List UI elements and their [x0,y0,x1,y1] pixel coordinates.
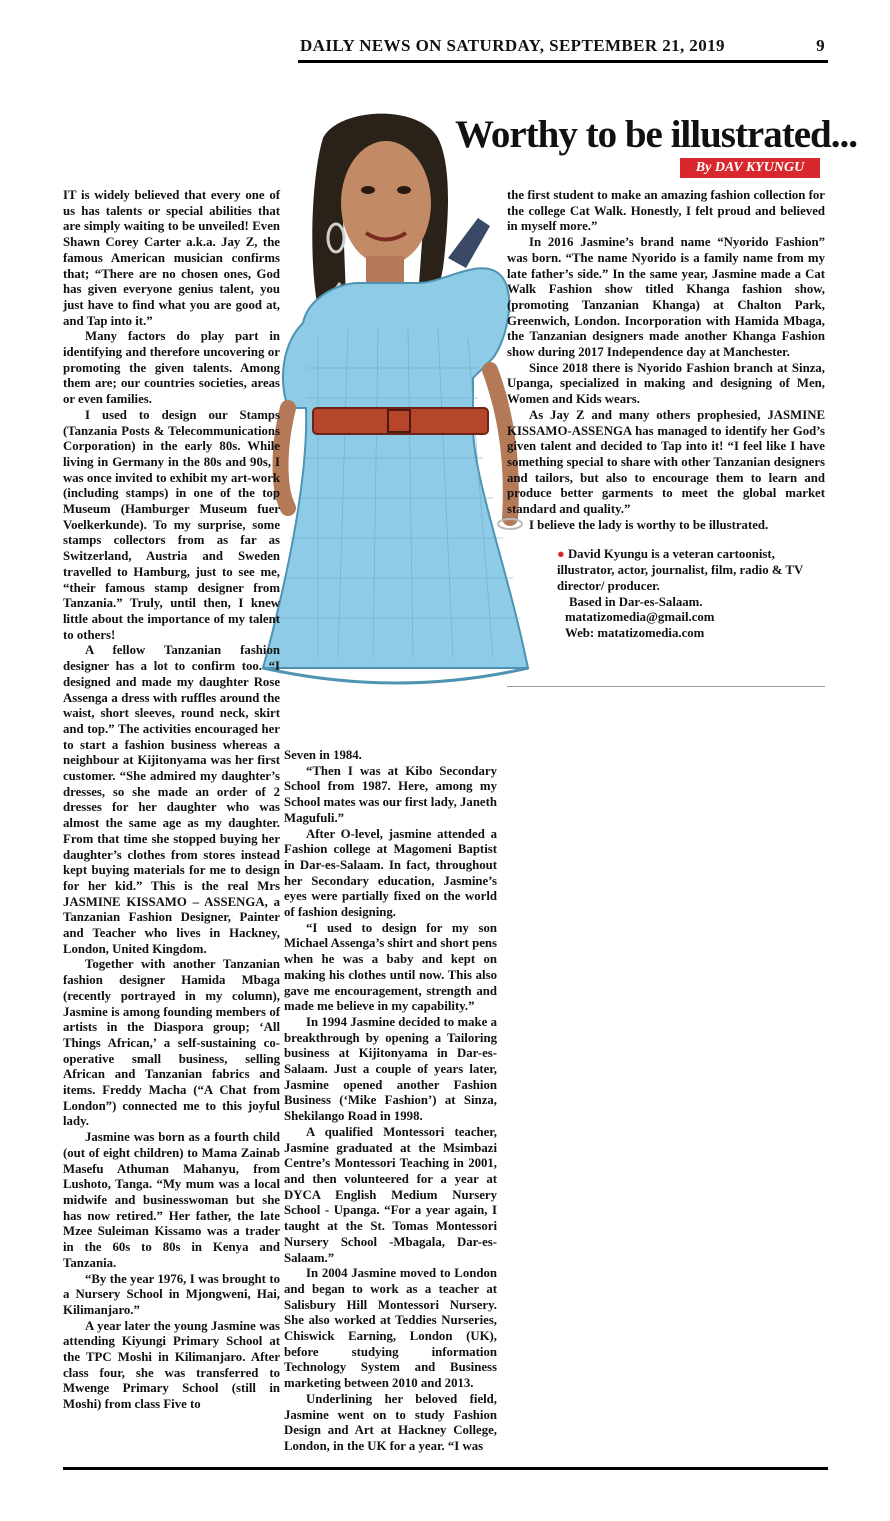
face [341,141,431,265]
bio-text: David Kyungu is a veteran cartoonist, illustrator, actor, journalist, film, radio & TV director/ producer. [557,547,803,593]
author-bio [507,547,825,641]
masthead [300,36,825,56]
paragraph: “I used to design for my son Michael Assenga’s shirt and short pens when he was a baby and kept on making his clothes until now. This also gave me encouragement, strength and made me believe in my capability.” [284,920,497,1014]
bottom-rule [63,1467,828,1470]
bio-location: Based in Dar-es-Salaam. [569,594,703,609]
paragraph: Underlining her beloved field, Jasmine went on to study Fashion Design and Art at Hackney College, London, in the UK for a year. “I was [284,1391,497,1453]
article-column-1 [63,188,280,1413]
paragraph: A fellow Tanzanian fashion designer has a lot to confirm too. “I designed and made my daughter Rose Assenga a dress with ruffles around the waist, short sleeves, round neck, skirt and top.” The activities encouraged her to start a fashion business whereas a neighbour at Kijitonyama was her first customer. “She admired my daughter’s dresses, so she made an order of 2 dresses for her daughter who was almost the same age as my daughter. From that time she stopped buying her daughter’s clothes from stores instead kept buying materials for me to design for her kid.” This is the real Mrs JASMINE KISSAMO – ASSENGA, a Tanzanian Fashion Designer, Painter and Teacher who lives in Hackney, London, United Kingdom. [63,643,280,956]
paragraph: the first student to make an amazing fashion collection for the college Cat Walk. Honestly, I felt proud and believed in myself more.” [507,188,825,234]
bullet-icon: ● [557,547,565,562]
paragraph: Since 2018 there is Nyorido Fashion branch at Sinza, Upanga, specialized in making and designing of Men, Women and Kids wears. [507,360,825,407]
bio-email: matatizomedia@gmail.com [565,610,715,625]
page-number: 9 [816,36,825,55]
article-column-2 [284,748,497,1455]
headline: Worthy to be illustrated... [455,113,857,156]
paragraph: In 2016 Jasmine’s brand name “Nyorido Fashion” was born. “The name Nyorido is a family name from my late father’s side.” In the same year, Jasmine made a Cat Walk Fashion show titled Khanga fashion show, (promoting Tanzanian Khanga) at Chalton Park, Greenwich, London. Incorporation with Hamida Mbaga, the Tanzanian designers made another Khanga Fashion show during 2017 Independence day at Manchester. [507,235,825,360]
paragraph: After O-level, jasmine attended a Fashion college at Magomeni Baptist in Dar-es-Salaam. In fact, throughout her Secondary education, Jasmine’s eyes were partially fixed on the world of fashion designing. [284,826,497,920]
paragraph: Many factors do play part in identifying and therefore uncovering or promoting the given talents. Among them are; our countries societies, areas or even families. [63,329,280,407]
paragraph: A qualified Montessori teacher, Jasmine graduated at the Msimbazi Centre’s Montessori Teaching in 2001, and then volunteered for a year at DYCA English Medium Nursery School - Upanga. “For a year again, I taught at the St. Tomas Montessori Nursery School -Mbagala, Dar-es-Salaam.” [284,1124,497,1265]
masthead-title: DAILY NEWS ON SATURDAY, SEPTEMBER 21, 2019 [300,36,725,55]
top-rule [298,60,828,63]
paragraph: As Jay Z and many others prophesied, JASMINE KISSAMO-ASSENGA has managed to identify her God’s given talent and decided to Tap into it! “I feel like I have something special to share with other Tanzanian designers and tailors, but also to encourage them to learn and produce better garments to meet the global market standard and quality.” [507,407,825,517]
bio-web: Web: matatizomedia.com [565,625,705,640]
paragraph: Seven in 1984. [284,748,362,762]
paragraph: Together with another Tanzanian fashion designer Hamida Mbaga (recently portrayed in my column), Jasmine is among founding members of artists in the Diaspora group; ‘All Things African,’ a self-sustaining co-operative small business, selling African and Tanzanian fabrics and items. Freddy Macha (“A Chat from London”) connected me to this joyful lady. [63,957,280,1129]
paragraph: I used to design our Stamps (Tanzania Posts & Telecommunications Corporation) in the early 80s. While living in Germany in the 80s and 90s, I was once invited to exhibit my art-work (including stamps) in one of the top Museum (Hamburger Museum fuer Voelkerkunde). To my surprise, some stamps collectors from as far as Switzerland, Austria and Sweden travelled to Hamburg, just to see me, “their famous stamp designer from Tanzania.” Truly, until then, I knew little about the importance of my talent to others! [63,407,280,642]
article-column-3 [507,188,825,642]
paragraph: “Then I was at Kibo Secondary School from 1987. Here, among my School mates was our first lady, Janeth Magufuli.” [284,763,497,825]
paragraph: IT is widely believed that every one of us has talents or special abilities that are simply waiting to be unveiled! Even Shawn Corey Carter a.k.a. Jay Z, the famous American musician confirms that; “There are no chosen ones, God has given everyone genius talent, you just have to find what you are good at, and Tap into it.” [63,188,280,328]
paragraph: I believe the lady is worthy to be illustrated. [529,517,769,532]
blue-dress [263,268,528,668]
paragraph: “By the year 1976, I was brought to a Nursery School in Mjongweni, Hai, Kilimanjaro.” [63,1271,280,1317]
paragraph: Jasmine was born as a fourth child (out of eight children) to Mama Zainab Masefu Athuman Mahanyu, from Lushoto, Tanga. “My mum was a local midwife and businesswoman but she has now retired.” Her father, the late Mzee Suleiman Kissamo was a trader in the 60s to 80s in Kenya and Tanzania. [63,1130,280,1270]
paragraph: A year later the young Jasmine was attending Kiyungi Primary School at the TPC Moshi in Kilimanjaro. After class four, she was transferred to Mwenge Primary School (still in Moshi) from class Five to [63,1318,280,1412]
belt [313,408,488,434]
column-divider [507,686,825,687]
byline: By DAV KYUNGU [680,158,820,178]
paragraph: In 1994 Jasmine decided to make a breakthrough by opening a Tailoring business at Kijitonyama in Dar-es-Salaam. Just a couple of years later, Jasmine opened another Fashion Business (‘Mike Fashion’) at Sinza, Shekilango Road in 1998. [284,1014,497,1124]
paragraph: In 2004 Jasmine moved to London and began to work as a teacher at Salisbury Hill Montessori Nursery. She also worked at Teddies Nurseries, Chiswick Earning, London (UK), before studying information Technology System and Business marketing between 2010 and 2013. [284,1266,497,1391]
